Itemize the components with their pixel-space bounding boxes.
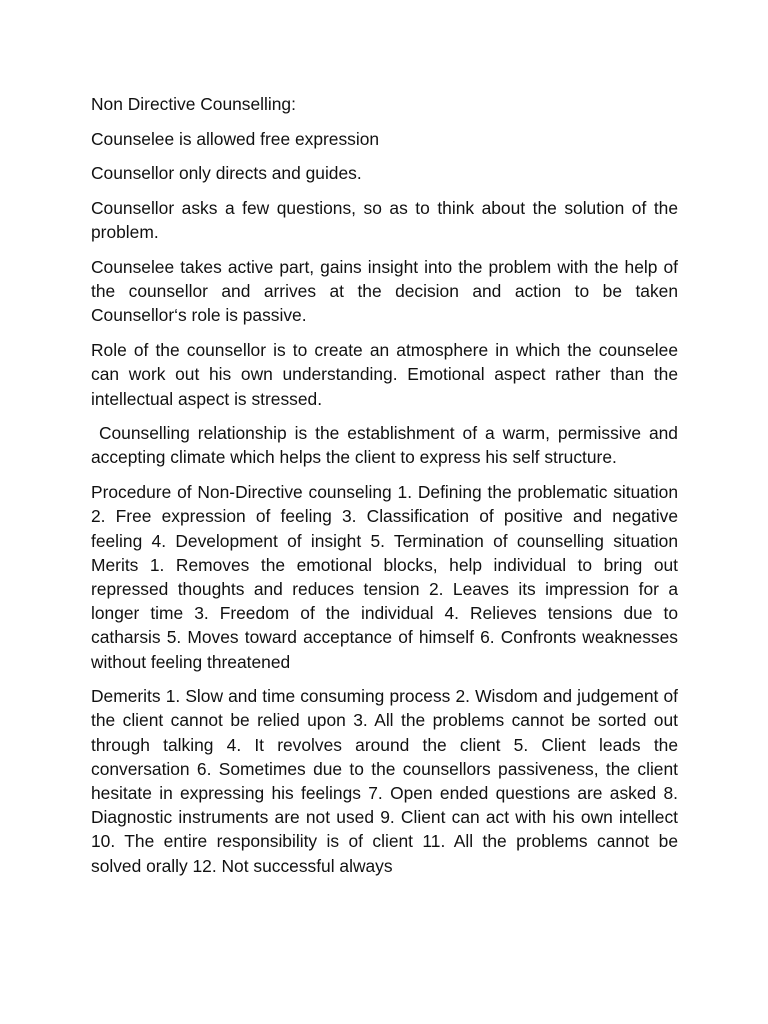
paragraph-demerits: Demerits 1. Slow and time consuming process 2. Wisdom and judgement of the client cannot be relied upon 3. All the problems cannot be sorted out through talking 4. It revolves around the client 5. Client leads the conversation 6. Sometimes due to the counsellors passiveness, the client hesitate in expressing his feelings 7. Open ended questions are asked 8. Diagnostic instruments are not used 9. Client can act with his own intellect 10. The entire responsibility is of client 11. All the problems cannot be solved orally 12. Not successful always (91, 686, 678, 876)
paragraph-free-expression: Counselee is allowed free expression (91, 128, 380, 149)
section-heading: Non Directive Counselling: (91, 94, 296, 114)
paragraph-relationship: Counselling relationship is the establishment of a warm, permissive and accepting climate which helps the client to express his self structure. (91, 423, 683, 468)
paragraph-role-of-counsellor: Role of the counsellor is to create an atmosphere in which the counselee can work out his own understanding. Emotional aspect rather than the intellectual aspect is stressed. (91, 340, 678, 409)
paragraph-directs-guides: Counsellor only directs and guides. (91, 163, 362, 184)
paragraph-procedure-merits: Procedure of Non-Directive counseling 1. Defining the problematic situation 2. Free expression of feeling 3. Classification of positive and negative feeling 4. Development of insight 5. Termination of counselling situation Merits 1. Removes the emotional blocks, help individual to bring out repressed thoughts and reduces tension 2. Leaves its impression for a longer time 3. Freedom of the individual 4. Relieves tensions due to catharsis 5. Moves toward acceptance of himself 6. Confronts weaknesses without feeling threatened (91, 482, 678, 672)
paragraph-asks-questions: Counsellor asks a few questions, so as to think about the solution of the problem. (91, 198, 678, 243)
document-body (91, 92, 683, 888)
paragraph-active-part: Counselee takes active part, gains insight into the problem with the help of the counsellor and arrives at the decision and action to be taken Counsellor‘s role is passive. (91, 257, 678, 326)
